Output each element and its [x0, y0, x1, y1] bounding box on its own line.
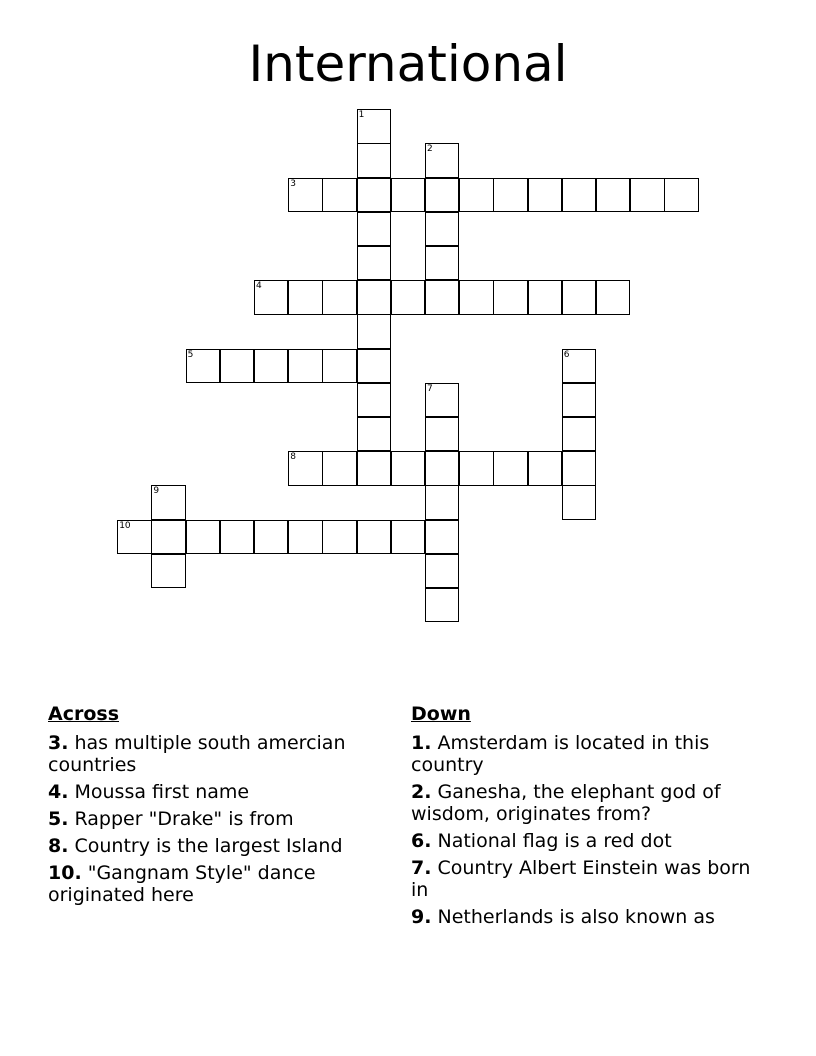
cell-number: 5	[187, 349, 194, 360]
grid-cell[interactable]	[322, 280, 356, 314]
grid-cell[interactable]	[459, 178, 493, 212]
down-clues	[411, 702, 756, 933]
clue-across-8	[48, 835, 393, 857]
grid-cell[interactable]	[288, 451, 322, 485]
grid-cell[interactable]	[425, 143, 459, 177]
cell-number: 1	[358, 110, 365, 121]
grid-cell[interactable]	[493, 178, 527, 212]
grid-cell[interactable]	[357, 143, 391, 177]
cell-number: 9	[153, 486, 160, 497]
clue-text: National flag is a red dot	[437, 830, 672, 852]
grid-cell[interactable]	[562, 485, 596, 519]
cell-number: 7	[427, 383, 433, 394]
grid-cell[interactable]	[493, 280, 527, 314]
grid-cell[interactable]	[220, 349, 254, 383]
clue-text: Moussa first name	[74, 781, 250, 803]
grid-cell[interactable]	[562, 383, 596, 417]
cell-number: 8	[290, 452, 296, 463]
clue-across-10	[48, 862, 393, 906]
clue-down-6	[411, 830, 756, 852]
cell-number: 6	[563, 349, 570, 360]
grid-cell[interactable]	[528, 178, 562, 212]
grid-cell[interactable]	[357, 314, 391, 348]
grid-cell[interactable]	[357, 520, 391, 554]
grid-cell[interactable]	[562, 349, 596, 383]
cell-number: 3	[290, 178, 296, 189]
grid-cell[interactable]	[186, 520, 220, 554]
grid-cell[interactable]	[254, 520, 288, 554]
clue-number: 5.	[48, 808, 69, 830]
grid-cell[interactable]	[528, 280, 562, 314]
clue-across-5	[48, 808, 393, 830]
grid-cell[interactable]	[322, 520, 356, 554]
grid-cell[interactable]	[425, 554, 459, 588]
clue-number: 1.	[411, 732, 432, 754]
clue-text: Country is the largest Island	[74, 835, 343, 857]
grid-cell[interactable]	[357, 280, 391, 314]
grid-cell[interactable]	[151, 520, 185, 554]
grid-cell[interactable]	[288, 178, 322, 212]
clue-text: Ganesha, the elephant god of wisdom, originates from?	[411, 781, 721, 825]
across-clues	[48, 702, 393, 911]
grid-cell[interactable]	[528, 451, 562, 485]
clue-number: 10.	[48, 862, 82, 884]
grid-cell[interactable]	[151, 554, 185, 588]
grid-cell[interactable]	[220, 520, 254, 554]
cell-number: 10	[119, 520, 131, 531]
grid-cell[interactable]	[425, 246, 459, 280]
grid-cell[interactable]	[391, 178, 425, 212]
clue-number: 9.	[411, 906, 432, 928]
grid-cell[interactable]	[493, 451, 527, 485]
grid-cell[interactable]	[357, 349, 391, 383]
grid-cell[interactable]	[288, 349, 322, 383]
grid-cell[interactable]	[630, 178, 664, 212]
grid-cell[interactable]	[322, 178, 356, 212]
clue-down-1	[411, 732, 756, 776]
grid-cell[interactable]	[425, 451, 459, 485]
clue-across-4	[48, 781, 393, 803]
cell-number: 2	[427, 144, 433, 155]
clue-across-3	[48, 732, 393, 776]
grid-cell[interactable]	[357, 109, 391, 143]
grid-cell[interactable]	[425, 520, 459, 554]
grid-cell[interactable]	[425, 383, 459, 417]
clue-down-2	[411, 781, 756, 825]
grid-cell[interactable]	[562, 178, 596, 212]
grid-cell[interactable]	[459, 280, 493, 314]
grid-cell[interactable]	[391, 280, 425, 314]
grid-cell[interactable]	[357, 383, 391, 417]
clue-number: 8.	[48, 835, 69, 857]
clue-text: Country Albert Einstein was born in	[411, 857, 751, 901]
clue-number: 2.	[411, 781, 432, 803]
grid-cell[interactable]	[425, 212, 459, 246]
grid-cell[interactable]	[562, 280, 596, 314]
grid-cell[interactable]	[254, 349, 288, 383]
clue-text: Netherlands is also known as	[437, 906, 715, 928]
clue-number: 6.	[411, 830, 432, 852]
grid-cell[interactable]	[322, 349, 356, 383]
across-heading: Across	[48, 703, 120, 725]
grid-cell[interactable]	[391, 451, 425, 485]
grid-cell[interactable]	[562, 417, 596, 451]
grid-cell[interactable]	[288, 280, 322, 314]
grid-cell[interactable]	[562, 451, 596, 485]
page-title: International	[248, 35, 568, 93]
grid-cell[interactable]	[151, 485, 185, 519]
grid-cell[interactable]	[425, 280, 459, 314]
grid-cell[interactable]	[357, 417, 391, 451]
grid-cell[interactable]	[288, 520, 322, 554]
clue-number: 7.	[411, 857, 432, 879]
clue-text: Amsterdam is located in this country	[411, 732, 710, 776]
clue-text: Rapper "Drake" is from	[74, 808, 294, 830]
down-heading: Down	[411, 703, 471, 725]
clue-text: "Gangnam Style" dance originated here	[48, 862, 316, 906]
grid-cell[interactable]	[425, 485, 459, 519]
grid-cell[interactable]	[664, 178, 698, 212]
grid-cell[interactable]	[459, 451, 493, 485]
grid-cell[interactable]	[357, 451, 391, 485]
grid-cell[interactable]	[596, 280, 630, 314]
clue-down-9	[411, 906, 756, 928]
grid-cell[interactable]	[357, 212, 391, 246]
cell-number: 4	[256, 281, 262, 292]
grid-cell[interactable]	[425, 417, 459, 451]
grid-cell[interactable]	[117, 520, 151, 554]
clue-down-7	[411, 857, 756, 901]
grid-cell[interactable]	[425, 588, 459, 622]
grid-cell[interactable]	[596, 178, 630, 212]
clue-text: has multiple south amercian countries	[48, 732, 346, 776]
clue-number: 4.	[48, 781, 69, 803]
grid-cell[interactable]	[357, 246, 391, 280]
grid-cell[interactable]	[186, 349, 220, 383]
grid-cell[interactable]	[391, 520, 425, 554]
grid-cell[interactable]	[322, 451, 356, 485]
clue-number: 3.	[48, 732, 69, 754]
grid-cell[interactable]	[425, 178, 459, 212]
grid-cell[interactable]	[254, 280, 288, 314]
grid-cell[interactable]	[357, 178, 391, 212]
